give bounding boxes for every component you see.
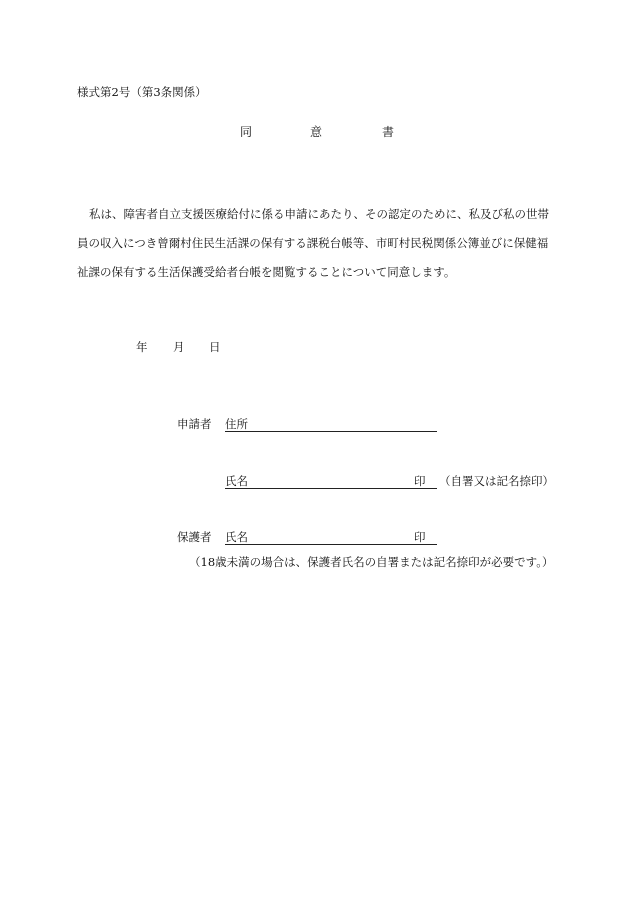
guardian-note: （18歳未満の場合は、保護者氏名の自署または記名捺印が必要です。）: [189, 555, 554, 569]
guardian-name-field[interactable]: [225, 529, 437, 545]
date-day-label: 日: [209, 340, 221, 354]
signature-note: （自署又は記名捺印）: [439, 474, 554, 488]
guardian-label: 保護者: [177, 530, 212, 544]
applicant-label: 申請者: [177, 417, 212, 431]
consent-statement: [77, 200, 557, 287]
name-label: 氏名: [225, 474, 248, 488]
date-month-label: 月: [173, 340, 185, 354]
seal-mark: 印: [414, 474, 426, 488]
address-label: 住所: [225, 417, 248, 431]
date-year-label: 年: [136, 340, 148, 354]
consent-line-2: 員の収入につき曾爾村住民生活課の保有する課税台帳等、市町村民税関係公簿並びに保健福: [77, 236, 549, 250]
document-title-char-1: 同: [240, 125, 253, 139]
document-title-char-2: 意: [310, 125, 323, 139]
consent-line-1: 私は、障害者自立支援医療給付に係る申請にあたり、その認定のために、私及び私の世帯: [89, 207, 549, 221]
applicant-address-field[interactable]: [225, 416, 437, 432]
consent-line-3: 祉課の保有する生活保護受給者台帳を閲覧することについて同意します。: [77, 265, 456, 279]
form-number: 様式第2号（第3条関係）: [77, 85, 207, 99]
document-title-char-3: 書: [382, 125, 395, 139]
guardian-seal-mark: 印: [414, 530, 426, 544]
guardian-name-label: 氏名: [225, 530, 248, 544]
applicant-name-field[interactable]: [225, 473, 437, 489]
